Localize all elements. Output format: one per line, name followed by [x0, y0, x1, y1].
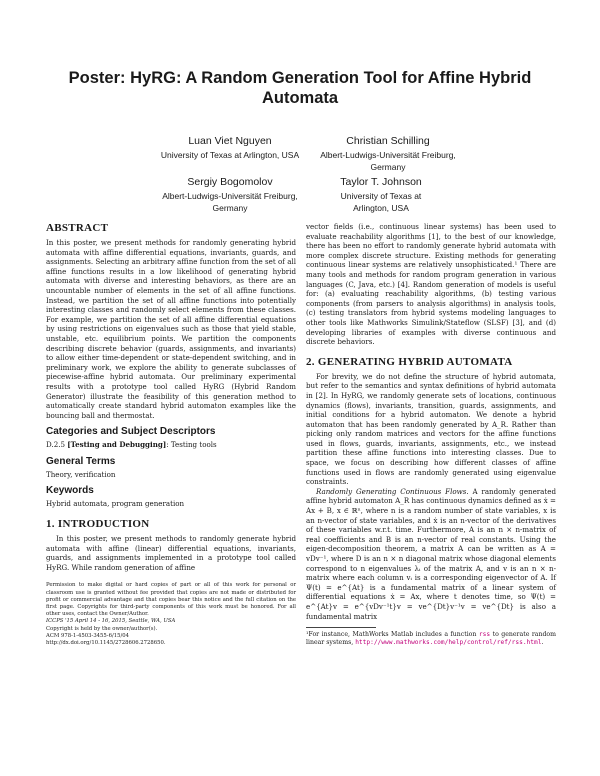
author-name: Christian Schilling: [346, 135, 430, 147]
footnote-text: For instance, MathWorks Matlab includes a function: [308, 631, 477, 639]
introduction-heading: 1. INTRODUCTION: [46, 518, 150, 531]
author-4: [326, 176, 436, 214]
keywords-heading: Keywords: [46, 485, 94, 497]
abstract-text: In this poster, we present methods for randomly generating hybrid automata with affine differential equations, invariants, guards, and assignments. Selecting an arbitrary affine function from the set of all affine functions results in a low likelihood of generating hybrid automata with diverse and interesting behaviors, as there are an uncountable number of elements in the set of all affine functions. Instead, we partition the set of all affine functions into potentially interesting classes and randomly select elements from these classes. For example, we partition the set of all affine differential equations by using restrictions on eigenvalues such as those that yield stable, unstable, etc. equilibrium points. We partition the components describing discrete behavior (guards, assignments, and invariants) to allow either time-dependent or state-dependent switching, and in preliminary work, we explore the ability to generate subclasses of piecewise-affine hybrid automata. Our preliminary experimental results with a prototype tool called HyRG (Hybrid Random Generator) illustrate the feasibility of this generation method to automatically create standard hybrid automaton examples like the bouncing ball and thermostat.: [46, 238, 296, 420]
author-1: [140, 135, 320, 161]
category-code: D.2.5: [46, 440, 65, 450]
footnote-link[interactable]: http://www.mathworks.com/help/control/ref/rss.html: [355, 639, 542, 647]
section-2-paragraph-1: For brevity, we do not define the structure of hybrid automata, but refer to the semantics and syntax definitions of hybrid automata in [2]. In HyRG, we randomly generate sets of locations, continuous dynamics (flows), invariants, transition, guards, assignments, and initial conditions for a hybrid automaton. We denote a hybrid automaton that has been randomly generated by A_R. Rather than picking only random matrices and vectors for the affine functions used in flows, guards, invariants, assignments, etc., we instead partition these affine functions into interesting classes. Due to space, we focus on describing how different classes of affine functions used in flows are randomly generated using eigenvalue constraints.: [306, 371, 556, 487]
footnote-rule: [306, 627, 376, 628]
author-affiliation: Albert-Ludwigs-Universität Freiburg, Germany: [320, 150, 456, 172]
doi-link[interactable]: http://dx.doi.org/10.1145/2728606.2728650.: [46, 640, 166, 647]
paper-title: Poster: HyRG: A Random Generation Tool for Affine Hybrid Automata: [68, 69, 532, 107]
terms-heading: General Terms: [46, 455, 116, 467]
category-name: [Testing and Debugging]: [67, 440, 167, 450]
left-column: [46, 222, 296, 647]
permission-block: [46, 582, 296, 647]
author-affiliation: University of Texas at Arlington, USA: [340, 191, 422, 213]
footnote-end: .: [541, 639, 544, 647]
introduction-text: In this poster, we present methods to randomly generate hybrid automata with affine (linear) differential equations, invariants, guards, and assignments implemented in a prototype tool called HyRG. While random generation of affine: [46, 534, 296, 572]
acm-isbn: ACM 978-1-4503-3455-6/15/04: [46, 632, 130, 639]
author-name: Luan Viet Nguyen: [188, 135, 272, 147]
paragraph-lead: Randomly Generating Continuous Flows.: [316, 486, 469, 496]
categories-heading: Categories and Subject Descriptors: [46, 426, 216, 438]
categories-text: [46, 440, 296, 450]
keywords-text: Hybrid automata, program generation: [46, 499, 185, 509]
author-name: Taylor T. Johnson: [340, 176, 422, 188]
conference-line: ICCPS '15 April 14 - 16, 2015, Seattle, WA, USA: [46, 618, 176, 625]
author-affiliation: Albert-Ludwigs-Universität Freiburg, Germany: [162, 191, 298, 213]
permission-text: Permission to make digital or hard copies of part or all of this work for personal or classroom use is granted without fee provided that copies are not made or distributed for profit or commercial advantage and that copies bear this notice and the full citation on the first page. Copyrights for third-party components of this work must be honored. For all other uses, contact the Owner/Author.: [46, 582, 296, 618]
footnote: [306, 631, 556, 647]
section-2-heading: 2. GENERATING HYBRID AUTOMATA: [306, 355, 513, 368]
author-3: [160, 176, 300, 214]
footnote-code: rss: [478, 631, 491, 639]
category-rest: : Testing tools: [166, 440, 217, 450]
section-2-paragraph-2: [306, 487, 556, 621]
copyright-line: Copyright is held by the owner/author(s).: [46, 625, 158, 632]
paragraph-body: A randomly generated affine hybrid automaton A_R has continuous dynamics defined as ẋ = Ax + B, x ∈ ℝⁿ, where n is a random number of state variables, x is an n-vector of state variables, and ẋ is an n-vector of the derivatives of these variables w.r.t. time. Furthermore, A is an n × n-matrix of real coefficients and B is an n-vector of real constants. Using the eigen-decomposition theorem, a matrix A can be written as A = vDv⁻¹, where D is an n × n diagonal matrix whose diagonal elements correspond to n eigenvalues λᵢ of the matrix A, and v is an n × n-matrix where each column vᵢ is a corresponding eigenvector of A. If Ψ(t) = e^{At} is a fundamental matrix of a linear system of differential equations ẋ = Ax, where t denotes time, so Ψ(t) = e^{At}v = e^{vDv⁻¹t}v = ve^{Dt}v⁻¹v = ve^{Dt} is also a fundamental matrix: [306, 486, 556, 621]
footnote-text-2: to generate random linear systems,: [306, 631, 557, 647]
intro-continued: vector fields (i.e., continuous linear systems) has been used to evaluate reachability algorithms [1], to the best of our knowledge, there has been no effort to randomly generate hybrid automata with more complex discrete structure. Existing methods for generating continuous linear systems are relatively unsophisticated.¹ There are many tools and methods for random program generation in various languages (C, Java, etc.) [4]. Random generation of models is useful for: (a) evaluating reachability algorithms, (b) testing various components (from parsers to analysis algorithms) in analysis tools, (c) testing translators from hybrid systems modeling languages to other tools like Mathworks Simulink/Stateflow (SLSF) [3], and (d) developing libraries of examples with diverse continuous and discrete behaviors.: [306, 222, 556, 347]
author-name: Sergiy Bogomolov: [187, 176, 273, 188]
author-affiliation: University of Texas at Arlington, USA: [160, 150, 300, 160]
author-2: [318, 135, 458, 173]
footnote-number: ¹: [306, 631, 309, 639]
abstract-heading: ABSTRACT: [46, 222, 109, 234]
terms-text: Theory, verification: [46, 469, 116, 479]
right-column: [306, 222, 556, 647]
